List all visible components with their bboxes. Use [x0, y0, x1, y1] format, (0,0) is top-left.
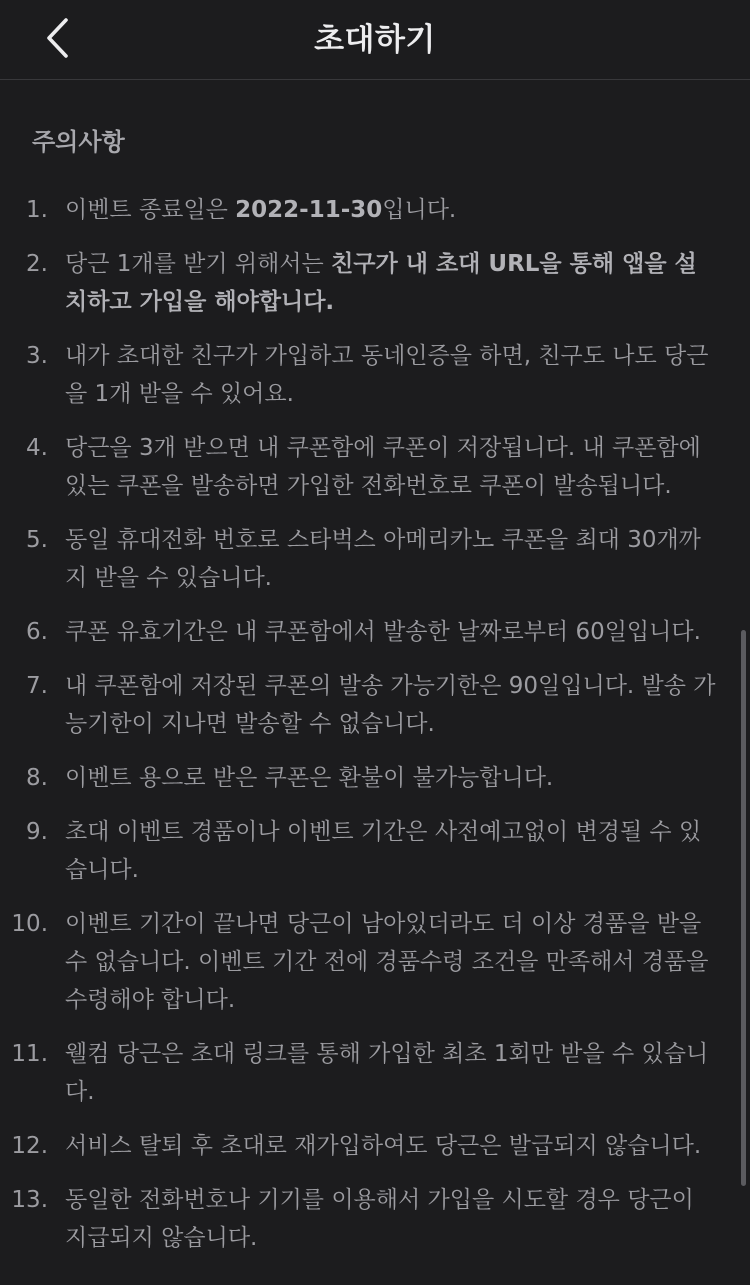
list-item-text [65, 251, 697, 315]
list-item [0, 1035, 722, 1111]
list-item-number: 8. [26, 765, 48, 791]
list-item-plain-text: 당근을 3개 받으면 내 쿠폰함에 쿠폰이 저장됩니다. 내 쿠폰함에 있는 쿠폰을 발송하면 가입한 전화번호로 쿠폰이 발송됩니다. [65, 435, 701, 499]
list-item-text [65, 527, 701, 591]
list-item-text [65, 819, 701, 883]
list-item [0, 1181, 722, 1257]
list-item-trailing-text: 입니다. [382, 197, 457, 223]
list-item [0, 245, 722, 321]
scrollbar[interactable] [741, 630, 746, 1186]
list-item [0, 667, 722, 743]
list-item-text [65, 1187, 694, 1251]
list-item-plain-text: 동일 휴대전화 번호로 스타벅스 아메리카노 쿠폰을 최대 30개까지 받을 수 있습니다. [65, 527, 701, 591]
list-item-plain-text: 서비스 탈퇴 후 초대로 재가입하여도 당근은 발급되지 않습니다. [65, 1133, 702, 1159]
list-item-text [65, 765, 553, 791]
list-item-text [65, 1041, 708, 1105]
list-item-text [65, 911, 708, 1013]
list-item-text [65, 1133, 701, 1159]
list-item-text [65, 619, 701, 645]
list-item-plain-text: 초대 이벤트 경품이나 이벤트 기간은 사전예고없이 변경될 수 있습니다. [65, 819, 702, 883]
list-item-number: 1. [26, 197, 48, 223]
notice-content[interactable] [0, 80, 750, 1285]
list-item-number: 11. [11, 1041, 48, 1067]
page-title: 초대하기 [314, 22, 436, 58]
list-item-number: 12. [11, 1133, 48, 1159]
list-item-text [65, 343, 708, 407]
list-item-number: 4. [26, 435, 48, 461]
list-item-number: 5. [26, 527, 48, 553]
list-item-emphasis: 2022-11-30 [235, 197, 383, 223]
list-item [0, 905, 722, 1019]
list-item-number: 3. [26, 343, 48, 369]
list-item-text [65, 673, 716, 737]
list-item-number: 6. [26, 619, 48, 645]
notice-list [0, 191, 722, 1273]
list-item-number: 10. [11, 911, 48, 937]
list-item-plain-text: 웰컴 당근은 초대 링크를 통해 가입한 최초 1회만 받을 수 있습니다. [65, 1041, 709, 1105]
list-item [0, 1127, 722, 1165]
list-item-text [65, 435, 701, 499]
list-item-number: 9. [26, 819, 48, 845]
list-item-plain-text: 내 쿠폰함에 저장된 쿠폰의 발송 가능기한은 90일입니다. 발송 가능기한이 지나면 발송할 수 없습니다. [65, 673, 716, 737]
app-header [0, 0, 750, 80]
list-item-text [65, 197, 456, 223]
list-item [0, 813, 722, 889]
list-item-plain-text: 동일한 전화번호나 기기를 이용해서 가입을 시도할 경우 당근이 지급되지 않습니다. [65, 1187, 694, 1251]
list-item [0, 759, 722, 797]
list-item [0, 429, 722, 505]
list-item-plain-text: 이벤트 기간이 끝나면 당근이 남아있더라도 더 이상 경품을 받을 수 없습니다. 이벤트 기간 전에 경품수령 조건을 만족해서 경품을 수령해야 합니다. [65, 911, 709, 1013]
list-item [0, 613, 722, 651]
list-item [0, 191, 722, 229]
list-item-number: 13. [11, 1187, 48, 1213]
list-item-number: 2. [26, 251, 48, 277]
list-item-plain-text: 쿠폰 유효기간은 내 쿠폰함에서 발송한 날짜로부터 60일입니다. [65, 619, 701, 645]
section-title: 주의사항 [32, 128, 125, 156]
list-item-plain-text: 당근 1개를 받기 위해서는 [65, 251, 332, 277]
list-item [0, 337, 722, 413]
list-item-number: 7. [26, 673, 48, 699]
list-item-plain-text: 이벤트 종료일은 [65, 197, 236, 223]
list-item-emphasis: 친구가 내 초대 URL을 통해 앱을 설치하고 가입을 해야합니다. [65, 251, 697, 315]
list-item-plain-text: 이벤트 용으로 받은 쿠폰은 환불이 불가능합니다. [65, 765, 554, 791]
list-item [0, 521, 722, 597]
list-item-plain-text: 내가 초대한 친구가 가입하고 동네인증을 하면, 친구도 나도 당근을 1개 받을 수 있어요. [65, 343, 709, 407]
